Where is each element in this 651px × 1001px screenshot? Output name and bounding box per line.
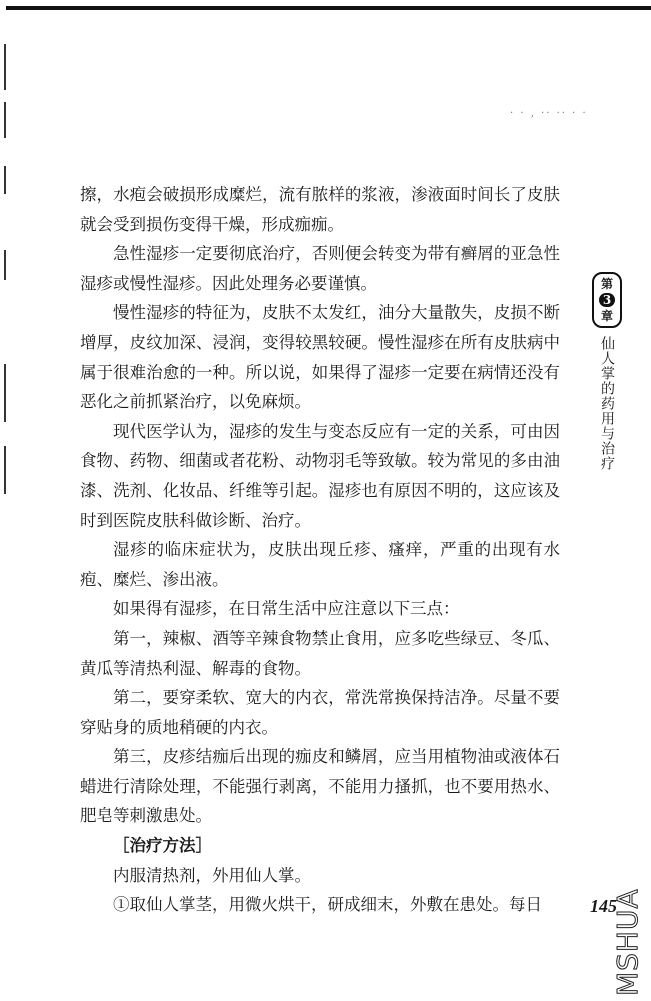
paragraph: 现代医学认为，湿疹的发生与变态反应有一定的关系，可由因食物、药物、细菌或者花粉、动物羽毛等致敏。较为常见的多由油漆、洗剂、化妆品、纤维等引起。湿疹也有原因不明的，这应该及时到医院皮肤科做诊断、治疗。 xyxy=(80,421,560,530)
watermark: MSHUA xyxy=(611,888,644,996)
paragraph: 急性湿疹一定要彻底治疗，否则便会转变为带有癣屑的亚急性湿疹或慢性湿疹。因此处理务必要谨慎。 xyxy=(80,244,560,293)
chapter-side-tab xyxy=(592,272,622,471)
paragraph: ①取仙人掌茎，用微火烘干，研成细末，外敷在患处。每日 xyxy=(113,895,542,915)
margin-mark xyxy=(4,166,6,194)
paragraph: 慢性湿疹的特征为，皮肤不太发红，油分大量散失，皮损不断增厚，皮纹加深、浸润，变得较黑较硬。慢性湿疹在所有皮肤病中属于很难治愈的一种。所以说，如果得了湿疹一定要在病情还没有恶化之前抓紧治疗，以免麻烦。 xyxy=(80,303,560,412)
top-rule xyxy=(6,6,651,10)
paragraph: 擦，水疱会破损形成糜烂，流有脓样的浆液，渗液面时间长了皮肤就会受到损伤变得干燥，形成痂痂。 xyxy=(80,185,560,234)
margin-mark xyxy=(4,44,6,90)
paragraph: 湿疹的临床症状为，皮肤出现丘疹、瘙痒，严重的出现有水疱、糜烂、渗出液。 xyxy=(80,540,560,589)
section-heading: ［治疗方法］ xyxy=(113,836,212,856)
paragraph: 如果得有湿疹，在日常生活中应注意以下三点： xyxy=(113,599,460,619)
paragraph: 第一，辣椒、酒等辛辣食物禁止食用，应多吃些绿豆、冬瓜、黄瓜等清热利湿、解毒的食物。 xyxy=(80,628,560,678)
margin-mark xyxy=(4,250,6,280)
page-number: 145 xyxy=(590,896,617,916)
running-header: · · , ·· ·· · · xyxy=(510,108,588,119)
margin-mark xyxy=(4,446,6,494)
paragraph: 第三，皮疹结痂后出现的痂皮和鳞屑，应当用植物油或液体石蜡进行清除处理，不能强行剥离，不能用力搔抓，也不要用热水、肥皂等刺激患处。 xyxy=(80,747,560,826)
paragraph: 内服清热剂，外用仙人掌。 xyxy=(113,865,311,885)
chapter-title: 仙人掌的药用与治疗 xyxy=(599,336,615,471)
body-text xyxy=(80,180,560,920)
margin-mark xyxy=(4,364,6,422)
paragraph: 第二，要穿柔软、宽大的内衣，常洗常换保持洁净。尽量不要穿贴身的质地稍硬的内衣。 xyxy=(80,688,560,737)
chapter-prefix: 第 xyxy=(600,277,613,291)
margin-mark xyxy=(4,102,6,138)
chapter-number: 3 xyxy=(599,293,615,307)
chapter-badge xyxy=(592,272,622,328)
chapter-suffix: 章 xyxy=(600,309,613,323)
